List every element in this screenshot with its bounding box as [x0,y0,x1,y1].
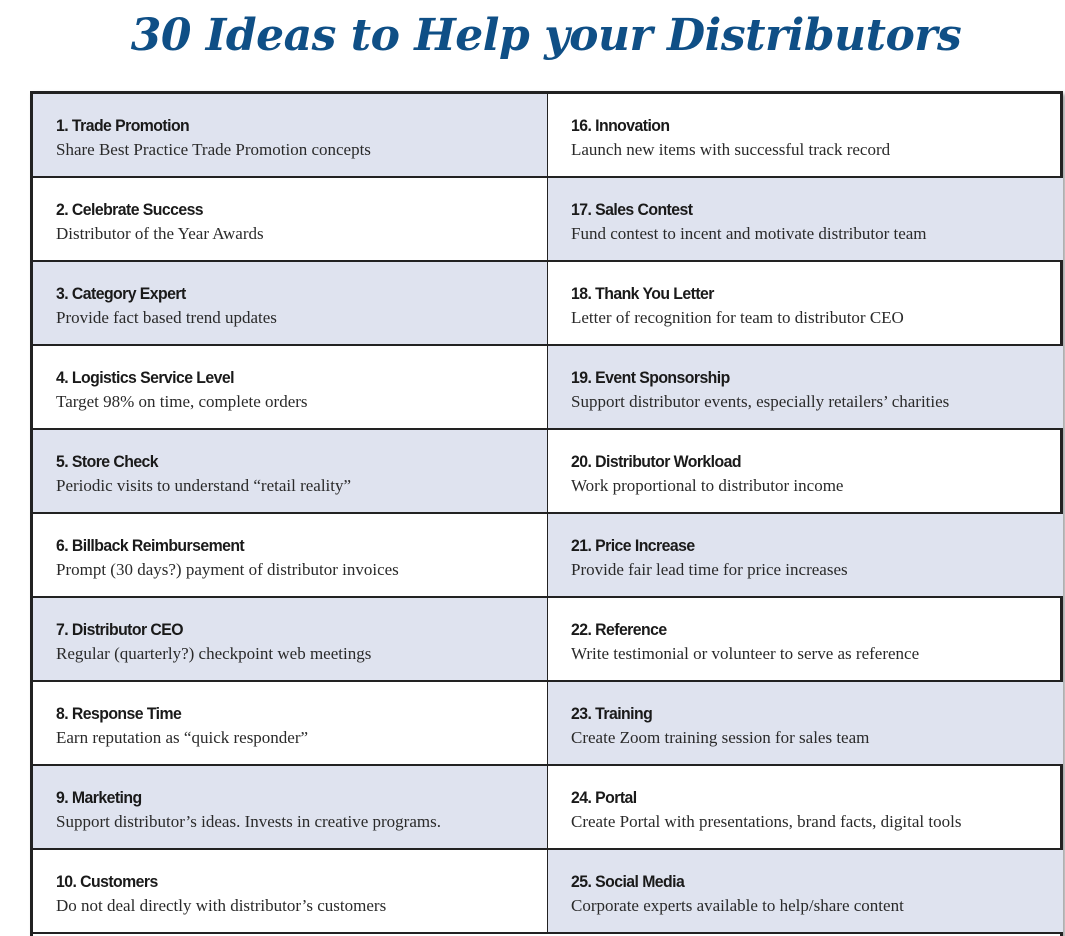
idea-description: Work proportional to distributor income [571,476,844,495]
idea-cell-21 [548,514,1063,598]
idea-cell-23 [548,682,1063,766]
idea-title: 10. Customers [56,872,158,891]
idea-description: Periodic visits to understand “retail reality” [56,476,352,495]
idea-description: Prompt (30 days?) payment of distributor invoices [56,560,399,579]
idea-title: 18. Thank You Letter [571,284,714,303]
idea-cell-16 [548,94,1063,178]
idea-title: 21. Price Increase [571,536,695,555]
idea-cell-3 [33,262,548,346]
idea-cell-25 [548,850,1063,934]
idea-description: Share Best Practice Trade Promotion concepts [56,140,371,159]
idea-description: Distributor of the Year Awards [56,224,264,243]
idea-description: Regular (quarterly?) checkpoint web meetings [56,644,372,663]
idea-cell-7 [33,598,548,682]
idea-title: 23. Training [571,704,653,723]
idea-title: 8. Response Time [56,704,182,723]
idea-description: Write testimonial or volunteer to serve as reference [571,644,920,663]
idea-cell-8 [33,682,548,766]
idea-description: Fund contest to incent and motivate distributor team [571,224,927,243]
idea-title: 19. Event Sponsorship [571,368,730,387]
idea-cell-24 [548,766,1063,850]
idea-title: 3. Category Expert [56,284,186,303]
ideas-table [30,91,1063,936]
idea-cell-19 [548,346,1063,430]
idea-title: 16. Innovation [571,116,670,135]
idea-title: 24. Portal [571,788,637,807]
page-title: 30 Ideas to Help your Distributors [130,10,962,61]
idea-title: 5. Store Check [56,452,159,471]
idea-title: 7. Distributor CEO [56,620,184,639]
idea-description: Launch new items with successful track record [571,140,891,159]
idea-title: 22. Reference [571,620,667,639]
idea-title: 4. Logistics Service Level [56,368,234,387]
idea-title: 20. Distributor Workload [571,452,741,471]
idea-title: 9. Marketing [56,788,142,807]
idea-title: 6. Billback Reimbursement [56,536,245,555]
idea-cell-6 [33,514,548,598]
idea-title: 2. Celebrate Success [56,200,204,219]
idea-cell-2 [33,178,548,262]
idea-description: Create Portal with presentations, brand facts, digital tools [571,812,962,831]
idea-cell-18 [548,262,1063,346]
idea-description: Earn reputation as “quick responder” [56,728,309,747]
idea-description: Do not deal directly with distributor’s customers [56,896,387,915]
idea-description: Create Zoom training session for sales team [571,728,870,747]
idea-description: Provide fair lead time for price increases [571,560,848,579]
idea-cell-9 [33,766,548,850]
idea-description: Support distributor events, especially retailers’ charities [571,392,950,411]
idea-description: Corporate experts available to help/share content [571,896,904,915]
idea-cell-20 [548,430,1063,514]
idea-cell-22 [548,598,1063,682]
idea-title: 17. Sales Contest [571,200,693,219]
idea-cell-4 [33,346,548,430]
idea-description: Letter of recognition for team to distributor CEO [571,308,904,327]
idea-description: Provide fact based trend updates [56,308,277,327]
idea-cell-1 [33,94,548,178]
idea-cell-5 [33,430,548,514]
idea-title: 25. Social Media [571,872,685,891]
idea-description: Target 98% on time, complete orders [56,392,308,411]
idea-description: Support distributor’s ideas. Invests in creative programs. [56,812,441,831]
idea-title: 1. Trade Promotion [56,116,190,135]
idea-cell-17 [548,178,1063,262]
idea-cell-10 [33,850,548,934]
